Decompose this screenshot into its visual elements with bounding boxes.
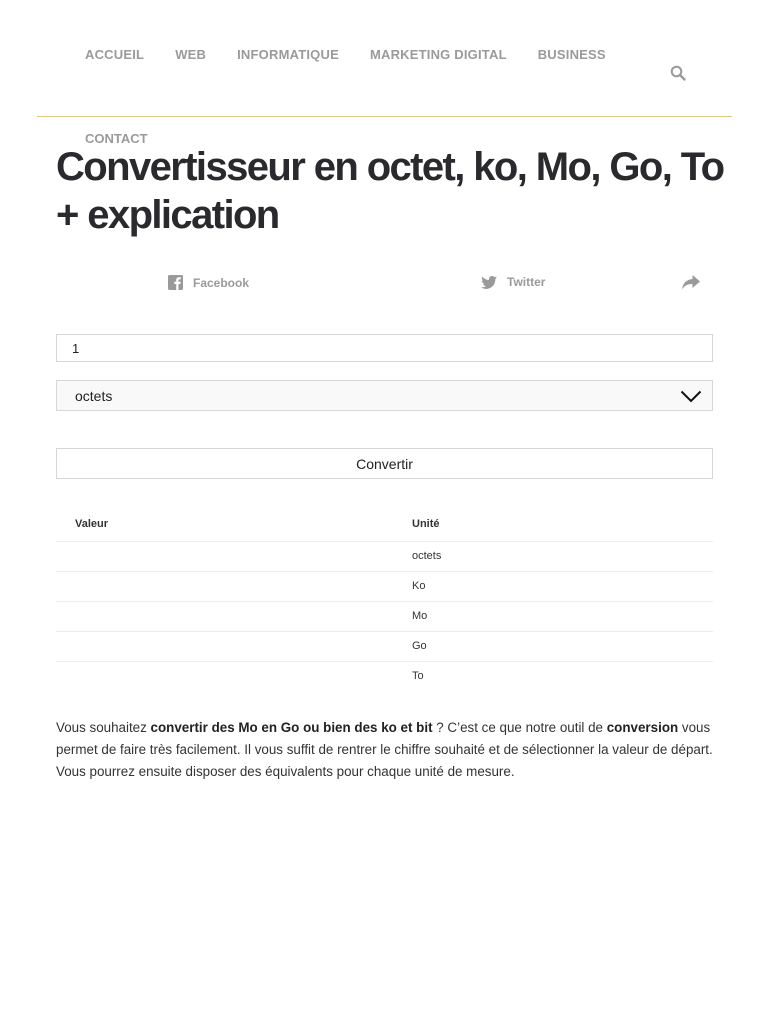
table-header-row	[56, 508, 713, 541]
result-unit-cell: To	[412, 661, 713, 691]
result-unit-cell: Mo	[412, 601, 713, 631]
facebook-icon	[168, 275, 183, 290]
intro-keyword: convertir des Mo en Go ou bien des ko et bit	[150, 720, 433, 735]
result-unit-cell: Go	[412, 631, 713, 661]
intro-text: vous permet de faire très facilement. Il vous suffit de rentrer le chiffre souhaité et de sélectionner la valeur de départ. Vous pourrez ensuite disposer des équivalents pour chaque unité de mesure.	[56, 720, 713, 779]
result-value-cell	[56, 601, 412, 631]
chevron-down-icon	[680, 390, 702, 403]
result-value-cell	[56, 541, 412, 571]
result-value-cell	[56, 571, 412, 601]
share-more-button[interactable]	[682, 275, 700, 295]
unit-select-value: octets	[75, 388, 113, 404]
nav-item-contact[interactable]: CONTACT	[85, 131, 148, 146]
result-value-cell	[56, 661, 412, 691]
results-table	[56, 508, 713, 691]
table-row	[56, 541, 713, 571]
intro-paragraph	[56, 717, 716, 783]
table-row	[56, 601, 713, 631]
value-input[interactable]	[56, 334, 713, 362]
convert-button[interactable]: Convertir	[56, 448, 713, 479]
table-row	[56, 661, 713, 691]
result-unit-cell: octets	[412, 541, 713, 571]
top-navigation	[0, 0, 768, 118]
result-unit-cell: Ko	[412, 571, 713, 601]
column-header-unit: Unité	[412, 518, 440, 531]
share-facebook-button[interactable]	[168, 275, 249, 290]
search-button[interactable]	[670, 65, 688, 83]
share-facebook-label: Facebook	[193, 275, 250, 290]
share-arrow-icon	[682, 275, 700, 290]
unit-select[interactable]	[56, 380, 713, 411]
page-title: Convertisseur en octet, ko, Mo, Go, To + explication	[56, 145, 724, 237]
share-bar	[56, 270, 713, 298]
nav-item-business[interactable]: BUSINESS	[537, 47, 606, 62]
search-icon	[670, 65, 686, 81]
nav-divider	[37, 116, 732, 117]
twitter-icon	[481, 276, 497, 289]
intro-keyword: conversion	[606, 720, 679, 735]
share-twitter-button[interactable]	[481, 275, 545, 289]
nav-item-marketing-digital[interactable]: MARKETING DIGITAL	[369, 47, 507, 62]
table-row	[56, 631, 713, 661]
intro-text: ? C’est ce que notre outil de	[432, 720, 607, 735]
share-twitter-label: Twitter	[507, 275, 546, 289]
nav-item-accueil[interactable]: ACCUEIL	[85, 47, 145, 62]
table-row	[56, 571, 713, 601]
nav-item-informatique[interactable]: INFORMATIQUE	[237, 47, 339, 62]
nav-item-web[interactable]: WEB	[175, 47, 207, 62]
main-menu	[85, 47, 637, 62]
column-header-value: Valeur	[75, 518, 109, 531]
intro-text: Vous souhaitez	[56, 720, 151, 735]
result-value-cell	[56, 631, 412, 661]
